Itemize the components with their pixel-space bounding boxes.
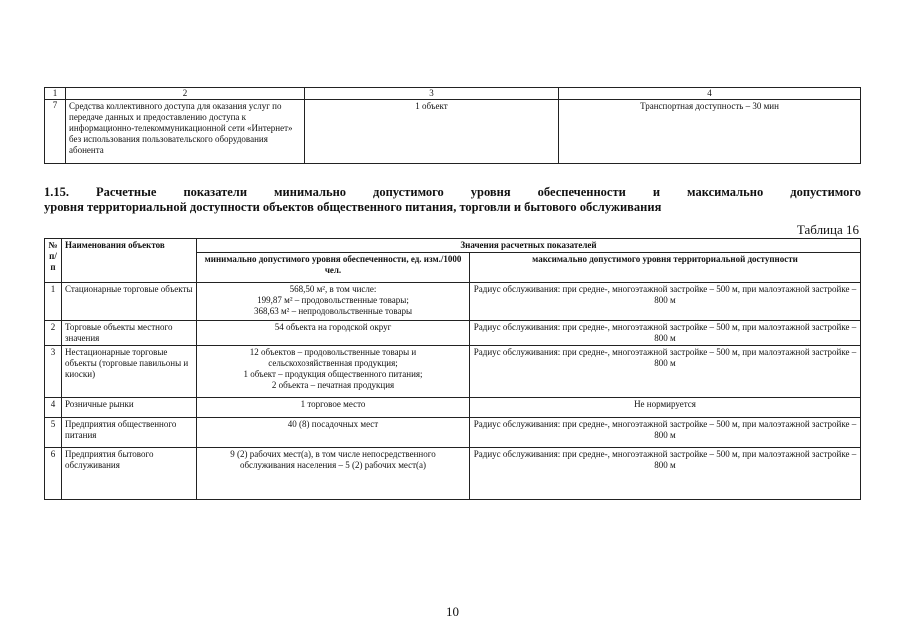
- table-row: [45, 321, 861, 346]
- row-number: 6: [45, 448, 62, 500]
- column-number-4: 4: [559, 88, 861, 100]
- max-accessibility: Радиус обслуживания: при средне-, многоэтажной застройке – 500 м, при малоэтажной застройке – 800 м: [470, 321, 861, 346]
- min-provision: [197, 283, 470, 321]
- column-header-number: № п/п: [45, 239, 62, 283]
- row-number: 1: [45, 283, 62, 321]
- table-row: [45, 283, 861, 321]
- row-number: 7: [45, 100, 66, 164]
- table-row: [45, 100, 861, 164]
- continuation-table: [44, 87, 861, 164]
- page-number: 10: [446, 604, 459, 619]
- row-number: 3: [45, 346, 62, 398]
- table-caption: Таблица 16: [796, 222, 859, 237]
- max-accessibility: Радиус обслуживания: при средне-, многоэтажной застройке – 500 м, при малоэтажной застройке – 800 м: [470, 418, 861, 448]
- min-provision-line: обслуживания населения – 5 (2) рабочих мест(а): [239, 460, 427, 470]
- row-number: 2: [45, 321, 62, 346]
- row-number: 5: [45, 418, 62, 448]
- accessibility-value: Транспортная доступность – 30 мин: [559, 100, 861, 164]
- min-provision: [197, 448, 470, 500]
- min-provision-line: 568,50 м², в том числе:: [289, 284, 377, 294]
- table-row: [45, 398, 861, 418]
- min-provision-line: 54 объекта на городской округ: [274, 322, 392, 332]
- indicators-table: [44, 238, 861, 500]
- column-header-values: Значения расчетных показателей: [197, 239, 861, 253]
- table-header-row: [45, 88, 861, 100]
- column-header-name: Наименования объектов: [62, 239, 197, 283]
- object-name: Предприятия общественного питания: [62, 418, 197, 448]
- section-heading-line-2: уровня территориальной доступности объектов общественного питания, торговли и бытового обслуживания: [44, 200, 662, 214]
- max-accessibility: Радиус обслуживания: при средне-, многоэтажной застройке – 500 м, при малоэтажной застройке – 800 м: [470, 283, 861, 321]
- object-name: Предприятия бытового обслуживания: [62, 448, 197, 500]
- min-provision-line: 9 (2) рабочих мест(а), в том числе непосредственного: [230, 449, 436, 459]
- min-provision-line: 12 объектов – продовольственные товары и: [249, 347, 417, 357]
- column-number-1: 1: [45, 88, 66, 100]
- table-row: [45, 346, 861, 398]
- table-header-row: [45, 239, 861, 253]
- max-accessibility: Радиус обслуживания: при средне-, многоэтажной застройке – 500 м, при малоэтажной застройке – 800 м: [470, 448, 861, 500]
- min-provision: [197, 346, 470, 398]
- min-provision-line: 2 объекта – печатная продукция: [271, 380, 395, 390]
- column-header-max: максимально допустимого уровня территориальной доступности: [470, 253, 861, 283]
- min-provision-line: сельскохозяйственная продукция;: [268, 358, 398, 368]
- max-accessibility: Не нормируется: [470, 398, 861, 418]
- min-provision: [197, 418, 470, 448]
- min-provision-line: 199,87 м² – продовольственные товары;: [257, 295, 409, 305]
- object-name: Розничные рынки: [62, 398, 197, 418]
- row-number: 4: [45, 398, 62, 418]
- column-number-3: 3: [305, 88, 559, 100]
- column-header-min: минимально допустимого уровня обеспеченности, ед. изм./1000 чел.: [197, 253, 470, 283]
- min-provision-line: 1 торговое место: [300, 399, 366, 409]
- object-name: Стационарные торговые объекты: [62, 283, 197, 321]
- min-provision: [197, 321, 470, 346]
- section-heading-line-1: 1.15. Расчетные показатели минимально допустимого уровня обеспеченности и максимально допустимого: [44, 185, 861, 199]
- object-name: Нестационарные торговые объекты (торговые павильоны и киоски): [62, 346, 197, 398]
- table-row: [45, 448, 861, 500]
- min-provision: [197, 398, 470, 418]
- object-name: Средства коллективного доступа для оказания услуг по передаче данных и предоставлению доступа к информационно-телекоммуникационной сети «Интернет» без использования пользовательского оборудования абонента: [66, 100, 305, 164]
- object-name: Торговые объекты местного значения: [62, 321, 197, 346]
- section-heading: [44, 185, 861, 215]
- min-provision-line: 40 (8) посадочных мест: [287, 419, 379, 429]
- min-provision-line: 368,63 м² – непродовольственные товары: [253, 306, 413, 316]
- max-accessibility: Радиус обслуживания: при средне-, многоэтажной застройке – 500 м, при малоэтажной застройке – 800 м: [470, 346, 861, 398]
- min-provision-line: 1 объект – продукция общественного питания;: [243, 369, 423, 379]
- provision-value: 1 объект: [305, 100, 559, 164]
- column-number-2: 2: [66, 88, 305, 100]
- table-row: [45, 418, 861, 448]
